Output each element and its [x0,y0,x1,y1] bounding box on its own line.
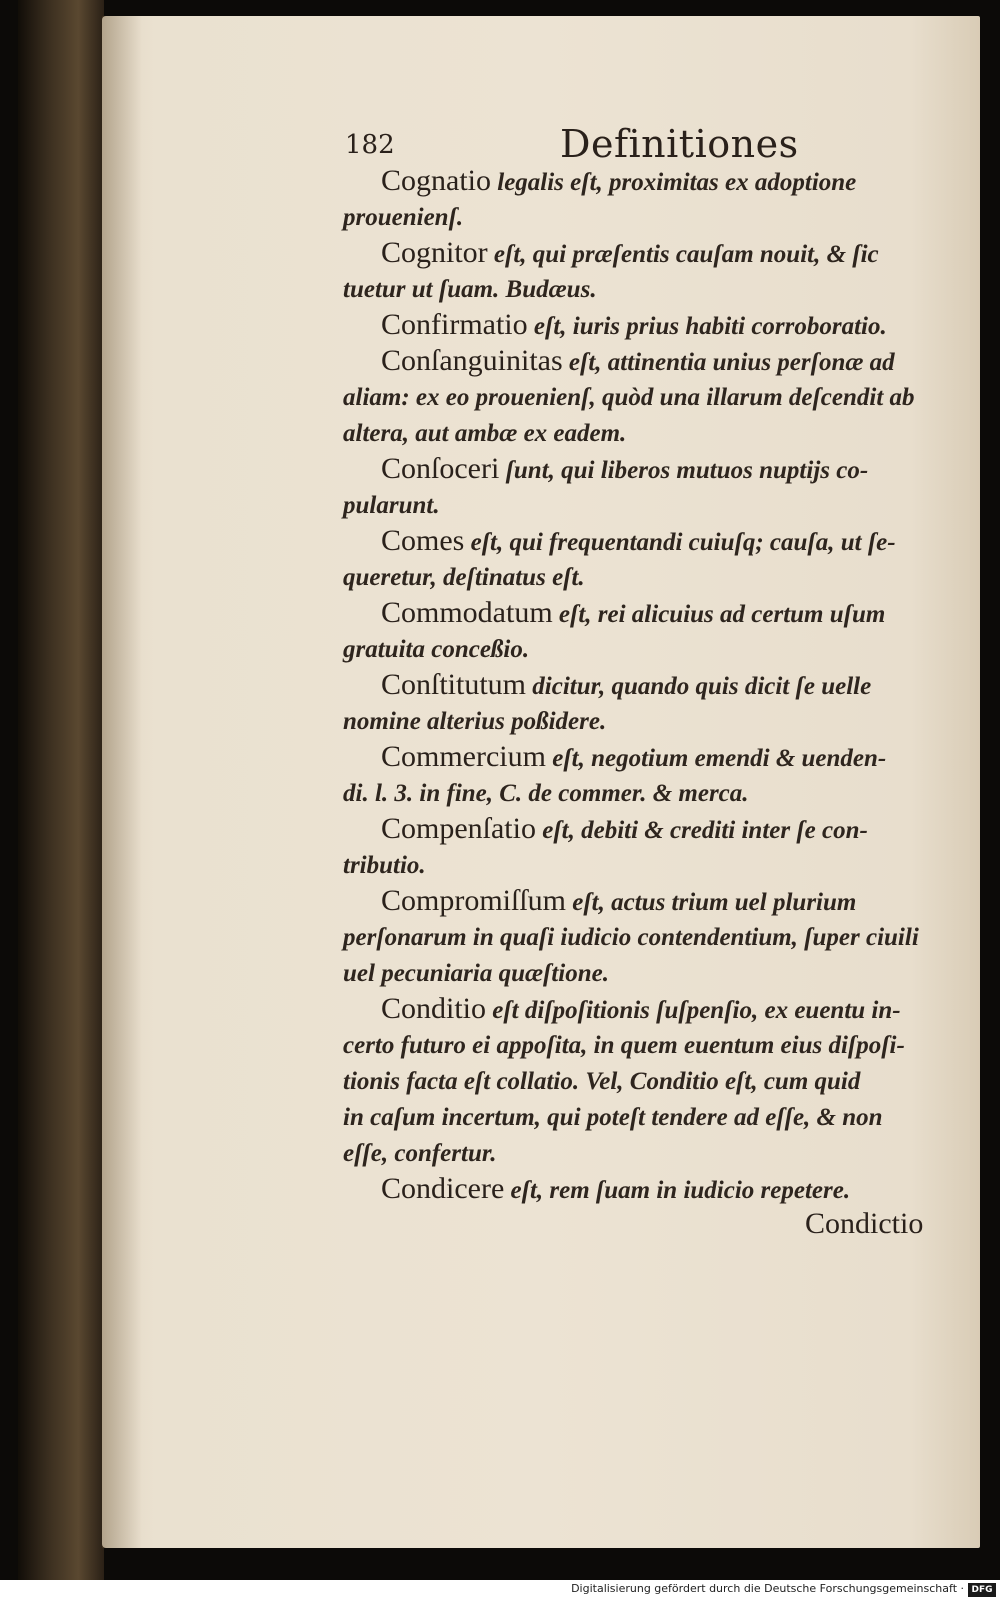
definition-entry [343,991,973,1171]
defined-term: Condicere [381,1172,505,1205]
defined-term: Compromiſſum [381,884,567,917]
definition-entry [343,595,973,667]
text-line [343,991,973,1027]
definition-entry [343,667,973,739]
running-title: Definitiones [560,122,799,166]
definition-text: in caſum incertum, qui poteſt tendere ad eſſe, & non [343,1104,883,1131]
definition-text: tionis facta eſt collatio. Vel, Conditio eſt, cum quid [343,1068,861,1095]
defined-term: Cognatio [381,164,491,197]
defined-term: Conditio [381,992,487,1025]
definition-entry [343,811,973,883]
definition-text: dicitur, quando quis dicit ſe uelle [526,673,872,700]
text-line [343,235,973,271]
definition-text: tuetur ut ſuam. Budæus. [343,276,597,303]
definition-text: uel pecuniaria quæſtione. [343,960,609,987]
definition-text: di. l. 3. in fine, C. de commer. & merca. [343,780,749,807]
definition-text: eſt, debiti & crediti inter ſe con- [535,817,868,844]
text-line [343,739,973,775]
definition-text: eſt, attinentia unius perſonæ ad [562,349,895,376]
definition-text: aliam: ex eo prouenienſ, quòd una illarum deſcendit ab [343,384,915,411]
text-line [343,703,973,739]
definition-text: eſt, qui frequentandi cuiuſq; cauſa, ut ſe- [464,529,896,556]
definition-entry [343,343,973,451]
digitization-credit: Digitalisierung gefördert durch die Deutsche Forschungsgemeinschaft · [571,1582,964,1595]
definition-entry [343,235,973,307]
definition-text: queretur, deſtinatus eſt. [343,564,585,591]
definition-entry [343,523,973,595]
definition-text: ſunt, qui liberos mutuos nuptijs co- [499,457,869,484]
definition-text: prouenienſ. [343,204,464,231]
text-line [343,307,973,343]
text-line [343,523,973,559]
book-binding [18,0,104,1580]
dfg-logo: DFG [968,1583,996,1597]
definitions-text [343,163,973,1207]
definition-text: altera, aut ambæ ex eadem. [343,420,627,447]
text-line [343,847,973,883]
text-line [343,163,973,199]
definition-entry [343,163,973,235]
definition-text: eſt, rem ſuam in iudicio repetere. [504,1177,851,1204]
text-line [343,811,973,847]
definition-entry [343,883,973,991]
definition-entry [343,451,973,523]
defined-term: Conſoceri [381,452,500,485]
definition-entry [343,307,973,343]
definition-text: eſt, rei alicuius ad certum uſum [552,601,886,628]
text-line [343,559,973,595]
text-line [343,919,973,955]
definition-text: eſt, negotium emendi & uenden- [545,745,887,772]
page-number: 182 [345,130,395,160]
text-line [343,955,973,991]
definition-text: eſt, actus trium uel plurium [566,889,857,916]
text-line [343,451,973,487]
text-line [343,343,973,379]
text-line [343,415,973,451]
definition-entry [343,739,973,811]
text-line [343,667,973,703]
catchword: Condictio [805,1207,924,1240]
text-line [343,595,973,631]
definition-text: perſonarum in quaſi iudicio contendentium, ſuper ciuili [343,924,919,951]
text-line [343,1027,973,1063]
definition-text: legalis eſt, proximitas ex adoptione [491,169,857,196]
definition-text: tributio. [343,852,426,879]
defined-term: Commercium [381,740,546,773]
defined-term: Conſtitutum [381,668,527,701]
defined-term: Conſanguinitas [381,344,563,377]
definition-text: eſſe, confertur. [343,1140,497,1167]
definition-text: eſt diſpoſitionis ſuſpenſio, ex euentu in- [486,997,901,1024]
text-line [343,271,973,307]
text-line [343,1063,973,1099]
text-line [343,631,973,667]
defined-term: Compenſatio [381,812,536,845]
defined-term: Confirmatio [381,308,528,341]
text-line [343,775,973,811]
defined-term: Cognitor [381,236,488,269]
text-line [343,1135,973,1171]
definition-text: eſt, qui præſentis cauſam nouit, & ſic [487,241,879,268]
text-line [343,487,973,523]
definition-entry [343,1171,973,1207]
definition-text: gratuita conceßio. [343,636,530,663]
text-line [343,1171,973,1207]
text-line [343,1099,973,1135]
text-line [343,379,973,415]
definition-text: nomine alterius poßidere. [343,708,607,735]
defined-term: Commodatum [381,596,553,629]
gutter-shadow [102,16,142,1548]
definition-text: certo futuro ei appoſita, in quem euentum eius diſpoſi- [343,1032,905,1059]
text-line [343,199,973,235]
definition-text: eſt, iuris prius habiti corroboratio. [527,313,887,340]
definition-text: pularunt. [343,492,440,519]
text-line [343,883,973,919]
defined-term: Comes [381,524,465,557]
